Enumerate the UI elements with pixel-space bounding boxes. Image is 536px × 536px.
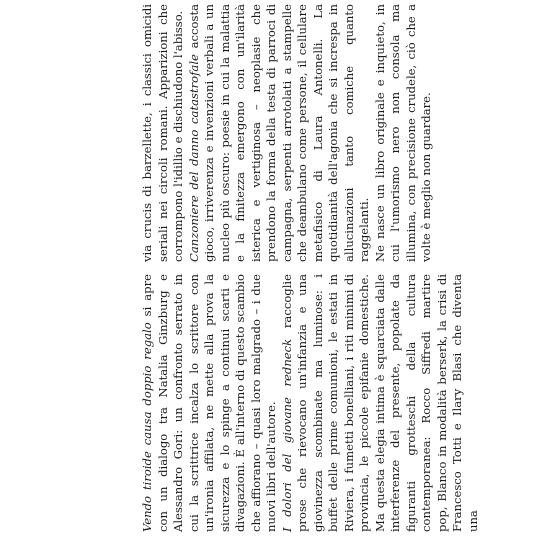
paragraph-text: raccoglie prose che rievocano un'infanzia e una giovinezza scombinate ma luminose: i buffet delle prime comunioni, le estati in Riviera, i fumetti bonelliani, i riti minimi di provincia, le piccole epifanie domestiche. Ma questa elegia intima è squarciata dalle interferenze del presente, popolate da figuranti grotteschi della cultura contemporanea: Rocco Siffredi martire pop, Blanco in modalità berserk, la crisi di Francesco Totti e Ilary Blasi che diventa una [279, 274, 480, 532]
paragraph-text: Ne nasce un libro originale e inquieto, in cui l'umorismo nero non consola ma illumina, con precisione crudele, ciò che a volte è meglio non guardare. [372, 4, 433, 262]
book-title: I dolori del giovane redneck [279, 338, 294, 532]
text-column-right [140, 3, 433, 262]
rotated-text-block [140, 3, 480, 532]
book-title: Canzoniere del danno catastrofale [186, 54, 201, 262]
paragraph-text: si apre con un dialogo tra Natalia Ginzburg e Alessandro Gori: un confronto serrato in cui la scrittrice incalza lo scrittore con un'ironia affilata, ne mette alla prova la sicurezza e lo spinge a continui scarti e divagazioni. È all'interno di questo scambio che affiorano – quasi loro malgrado – i due nuovi libri dell'autore. [140, 274, 278, 532]
paragraph [140, 274, 280, 532]
book-title: Vendo tiroide causa doppio regalo [140, 322, 154, 532]
paragraph [373, 4, 435, 262]
text-column-left [140, 274, 480, 532]
paragraph [187, 4, 373, 262]
paragraph [280, 274, 482, 532]
paragraph-text: accosta gioco, irriverenza e invenzioni verbali a un nucleo più oscuro: poesie in cui la malattia e la finitezza emergono con un'ilarità isterica e vertiginosa – neoplasie che prendono la forma della testa di parroci di campagna, serpenti arrotolati a stampelle che deambulano come persone, il cellulare metafisico di Laura Antonelli. La quotidianità dell'agonia che si increspa in allucinazioni tanto comiche quanto raggelanti. [186, 3, 371, 262]
paragraph-text: via crucis di barzellette, i classici omicidi seriali nei circoli romani. Apparizioni che corrompono l'idillio e dischiudono l'abisso. [140, 4, 185, 262]
paragraph [140, 4, 187, 262]
